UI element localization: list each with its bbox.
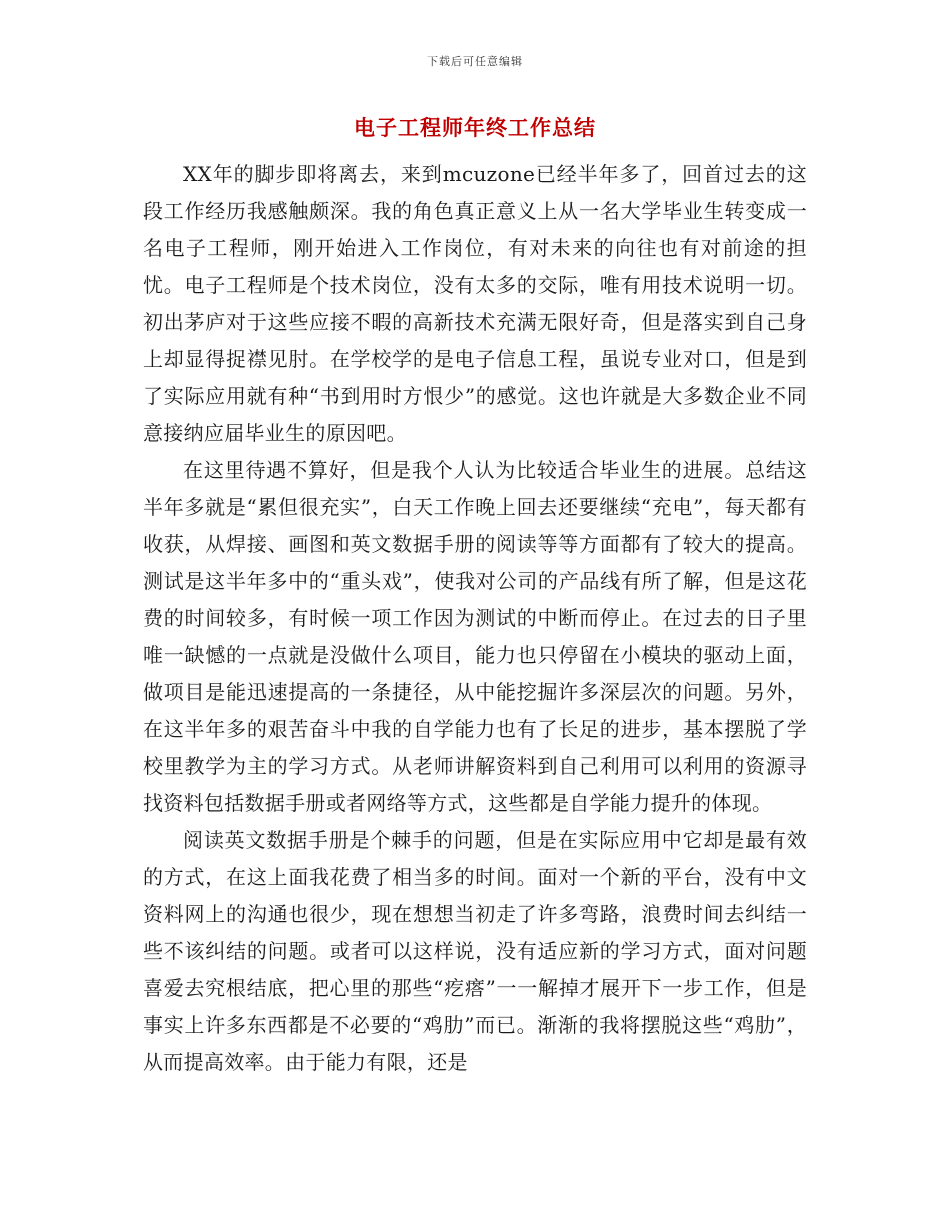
paragraph: 在这里待遇不算好，但是我个人认为比较适合毕业生的进展。总结这半年多就是“累但很充实”，白天工作晚上回去还要继续“充电”，每天都有收获，从焊接、画图和英文数据手册的阅读等等方面都有了较大的提高。测试是这半年多中的“重头戏”，使我对公司的产品线有所了解，但是这花费的时间较多，有时候一项工作因为测试的中断而停止。在过去的日子里唯一缺憾的一点就是没做什么项目，能力也只停留在小模块的驱动上面，做项目是能迅速提高的一条捷径，从中能挖掘许多深层次的问题。另外，在这半年多的艰苦奋斗中我的自学能力也有了长足的进步，基本摆脱了学校里教学为主的学习方式。从老师讲解资料到自己利用可以利用的资源寻找资料包括数据手册或者网络等方式，这些都是自学能力提升的体现。 [143, 458, 807, 815]
document-title: 电子工程师年终工作总结 [354, 116, 596, 140]
header-note: 下载后可任意编辑 [427, 55, 523, 68]
paragraph: 阅读英文数据手册是个棘手的问题，但是在实际应用中它却是最有效的方式，在这上面我花费了相当多的时间。面对一个新的平台，没有中文资料网上的沟通也很少，现在想想当初走了许多弯路，浪费时间去纠结一些不该纠结的问题。或者可以这样说，没有适应新的学习方式，面对问题喜爱去究根结底，把心里的那些“疙瘩”一一解掉才展开下一步工作，但是事实上许多东西都是不必要的“鸡肋”而已。渐渐的我将摆脱这些“鸡肋”，从而提高效率。由于能力有限，还是 [143, 828, 807, 1074]
paragraph: XX年的脚步即将离去，来到mcuzone已经半年多了，回首过去的这段工作经历我感触颇深。我的角色真正意义上从一名大学毕业生转变成一名电子工程师，刚开始进入工作岗位，有对未来的向往也有对前途的担忧。电子工程师是个技术岗位，没有太多的交际，唯有用技术说明一切。初出茅庐对于这些应接不暇的高新技术充满无限好奇，但是落实到自己身上却显得捉襟见肘。在学校学的是电子信息工程，虽说专业对口，但是到了实际应用就有种“书到用时方恨少”的感觉。这也许就是大多数企业不同意接纳应届毕业生的原因吧。 [143, 162, 807, 445]
document-body [143, 156, 807, 1081]
